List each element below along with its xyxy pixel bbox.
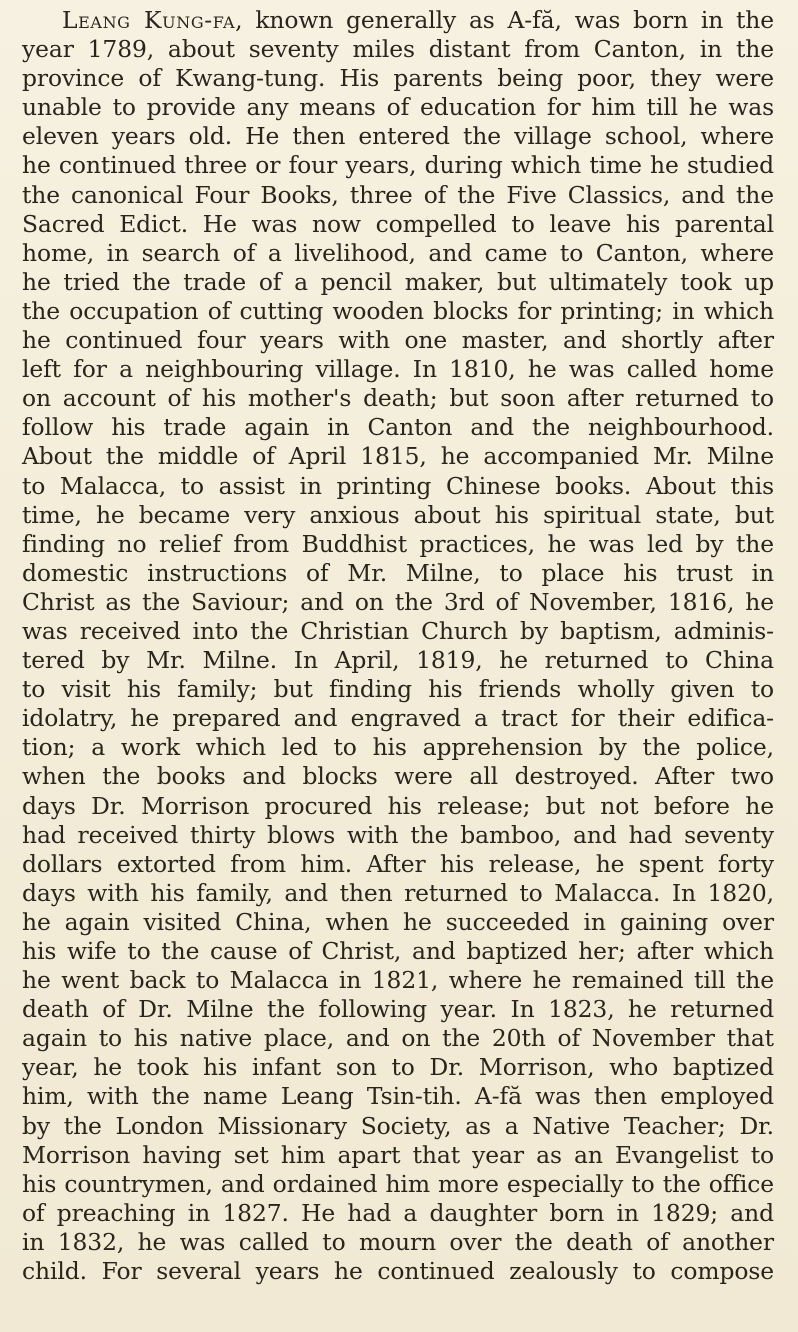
text-line-38: him, with the name Leang Tsin-tih. A-fă was then employed bbox=[22, 1082, 774, 1111]
text-line-27: when the books and blocks were all destroyed. After two bbox=[22, 762, 774, 791]
text-line-14: on account of his mother's death; but soon after returned to bbox=[22, 384, 774, 413]
text-line-31: days with his family, and then returned to Malacca. In 1820, bbox=[22, 878, 774, 907]
text-line-26: tion; a work which led to his apprehension by the police, bbox=[22, 733, 774, 762]
text-line-32: he again visited China, when he succeeded in gaining over bbox=[22, 907, 774, 936]
text-line-5: eleven years old. He then entered the village school, where bbox=[22, 122, 774, 151]
text-line-34: he went back to Malacca in 1821, where he remained till the bbox=[22, 966, 774, 995]
name-heading: Leang Kung-fa bbox=[62, 6, 236, 34]
text-line-37: year, he took his infant son to Dr. Morrison, who baptized bbox=[22, 1053, 774, 1082]
text-line-28: days Dr. Morrison procured his release; but not before he bbox=[22, 791, 774, 820]
text-line-1 bbox=[22, 6, 774, 35]
text-line-15: follow his trade again in Canton and the neighbourhood. bbox=[22, 413, 774, 442]
text-line-39: by the London Missionary Society, as a Native Teacher; Dr. bbox=[22, 1111, 774, 1140]
text-line-13: left for a neighbouring village. In 1810, he was called home bbox=[22, 355, 774, 384]
text-line-19: finding no relief from Buddhist practices, he was led by the bbox=[22, 529, 774, 558]
text-line-33: his wife to the cause of Christ, and baptized her; after which bbox=[22, 937, 774, 965]
text-line-6: he continued three or four years, during which time he studied bbox=[22, 151, 774, 180]
text-line-12: he continued four years with one master, and shortly after bbox=[22, 326, 774, 355]
text-line-7: the canonical Four Books, three of the Five Classics, and the bbox=[22, 180, 774, 209]
text-line-3: province of Kwang-tung. His parents being poor, they were bbox=[22, 64, 774, 93]
text-line-35: death of Dr. Milne the following year. In 1823, he returned bbox=[22, 995, 774, 1024]
text-line-29: had received thirty blows with the bamboo, and had seventy bbox=[22, 820, 774, 849]
text-line-44: child. For several years he continued zealously to compose bbox=[22, 1257, 774, 1286]
biography-paragraph bbox=[22, 6, 774, 1286]
text-line-36: again to his native place, and on the 20th of November that bbox=[22, 1024, 774, 1053]
text-line-43: in 1832, he was called to mourn over the death of another bbox=[22, 1227, 774, 1256]
text-line-9: home, in search of a livelihood, and came to Canton, where bbox=[22, 238, 774, 267]
text-line-42: of preaching in 1827. He had a daughter born in 1829; and bbox=[22, 1198, 774, 1227]
text-line-20: domestic instructions of Mr. Milne, to place his trust in bbox=[22, 558, 774, 587]
text-line-4: unable to provide any means of education for him till he was bbox=[22, 93, 774, 122]
text-line-17: to Malacca, to assist in printing Chinese books. About this bbox=[22, 471, 774, 500]
text-line-24: to visit his family; but finding his friends wholly given to bbox=[22, 675, 774, 704]
text-line-1-rest: , known generally as A-fă, was born in the bbox=[235, 6, 774, 34]
text-line-21: Christ as the Saviour; and on the 3rd of November, 1816, he bbox=[22, 587, 774, 616]
text-line-22: was received into the Christian Church by baptism, adminis- bbox=[22, 616, 774, 645]
text-line-30: dollars extorted from him. After his release, he spent forty bbox=[22, 849, 774, 878]
text-line-10: he tried the trade of a pencil maker, but ultimately took up bbox=[22, 267, 774, 296]
text-line-8: Sacred Edict. He was now compelled to leave his parental bbox=[22, 209, 774, 238]
text-line-40: Morrison having set him apart that year as an Evangelist to bbox=[22, 1140, 774, 1169]
text-line-11: the occupation of cutting wooden blocks for printing; in which bbox=[22, 296, 774, 325]
text-line-25: idolatry, he prepared and engraved a tract for their edifica- bbox=[22, 704, 774, 733]
text-line-41: his countrymen, and ordained him more especially to the office bbox=[22, 1169, 774, 1198]
text-line-18: time, he became very anxious about his spiritual state, but bbox=[22, 500, 774, 529]
text-line-16: About the middle of April 1815, he accompanied Mr. Milne bbox=[22, 442, 774, 471]
text-line-2: year 1789, about seventy miles distant from Canton, in the bbox=[22, 35, 774, 64]
text-line-23: tered by Mr. Milne. In April, 1819, he returned to China bbox=[22, 646, 774, 675]
